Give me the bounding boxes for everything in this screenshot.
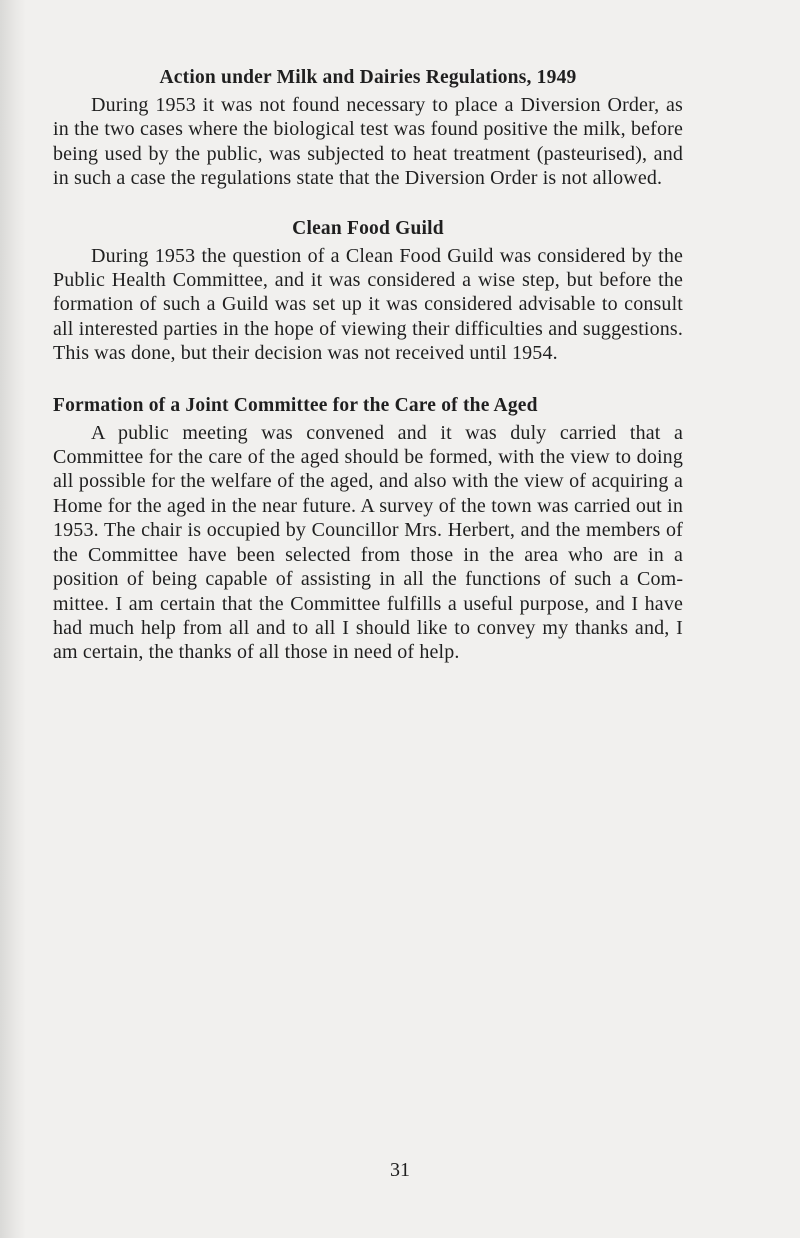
section-clean-food-guild bbox=[53, 213, 683, 366]
section-heading: Clean Food Guild bbox=[292, 217, 444, 239]
section-paragraph: During 1953 the question of a Clean Food Guild was considered by the Public Health Committee, and it was considered a wise step, but before the formation of such a Guild was set up it was considered advisable to consult all interested parties in the hope of viewing their difficulties and suggestions. This was done, but their decision was not received until 1954. bbox=[53, 244, 683, 365]
document-page bbox=[53, 62, 683, 665]
section-paragraph: A public meeting was convened and it was duly carried that a Committee for the care of the aged should be formed, with the view to doing all possible for the welfare of the aged, and also with the view of acquiring a Home for the aged in the near future. A survey of the town was carried out in 1953. The chair is occupied by Councillor Mrs. Herbert, and the members of the Committee have been selected from those in the area who are in a position of being capable of assisting in all the functions of such a Committee. I am certain that the Committee fulfills a useful purpose, and I have had much help from all and to all I should like to convey my thanks and, I am certain, the thanks of all those in need of help. bbox=[53, 421, 683, 664]
section-paragraph: During 1953 it was not found necessary to place a Diversion Order, as in the two cases where the biological test was found positive the milk, before being used by the public, was subjected to heat treatment (pasteurised), and in such a case the regulations state that the Diversion Order is not allowed. bbox=[53, 94, 683, 190]
page-number: 31 bbox=[390, 1159, 410, 1181]
section-milk-dairies bbox=[53, 62, 683, 191]
section-heading: Formation of a Joint Committee for the Care of the Aged bbox=[53, 394, 538, 416]
section-heading: Action under Milk and Dairies Regulations, 1949 bbox=[159, 67, 577, 88]
page-edge-shadow bbox=[0, 0, 26, 1238]
section-care-of-aged bbox=[53, 390, 683, 665]
